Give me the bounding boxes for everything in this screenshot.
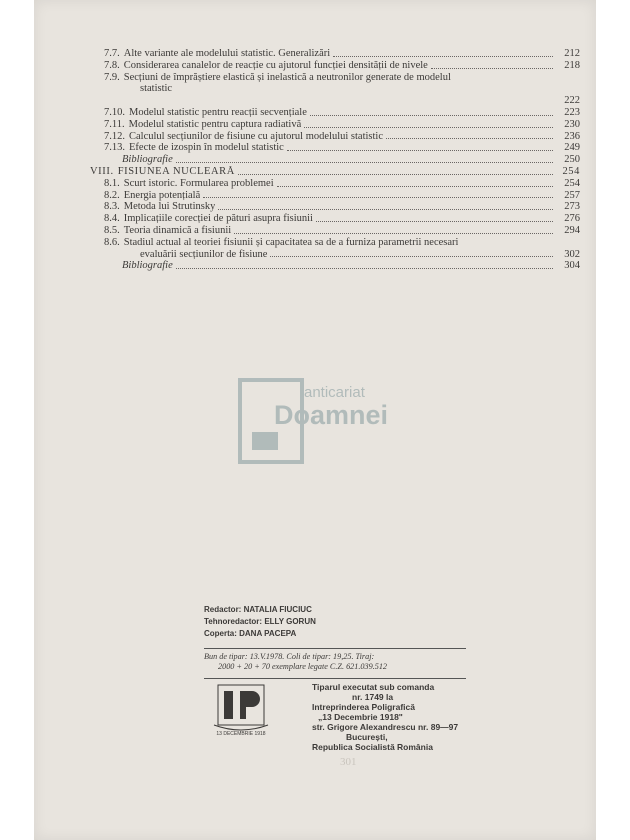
toc-entry: 8.6. Stadiul actual al teoriei fisiunii și capacitatea sa de a furniza parametrii necesari: [104, 236, 459, 248]
toc-entry-continued: evaluării secțiunilor de fisiune 302: [140, 248, 580, 260]
printing-house-block: [204, 678, 466, 752]
credit-cover: Coperta: DANA PACEPA: [204, 629, 297, 638]
toc-entry: 8.1. Scurt istoric. Formularea problemei 254: [104, 177, 580, 189]
toc-entry: 7.12. Calculul secțiunilor de fisiune cu ajutorul modelului statistic 236: [104, 130, 580, 142]
printing-house-address: Tiparul executat sub comanda nr. 1749 la Intreprinderea Poligrafică „13 Decembrie 1918" str. Grigore Alexandrescu nr. 89—97 București, Republica Socialistă România: [312, 682, 459, 752]
toc-bibliography: Bibliografie 250: [122, 154, 580, 166]
toc-entry: 7.11. Modelul statistic pentru captura radiativă 230: [104, 118, 580, 130]
svg-text:13 DECEMBRIE 1918: 13 DECEMBRIE 1918: [216, 731, 266, 737]
toc-entry: 8.4. Implicațiile corecției de pături asupra fisiunii 276: [104, 213, 580, 225]
table-of-contents: [90, 48, 580, 272]
toc-entry-page-line: 222: [564, 95, 580, 107]
toc-entry: 8.5. Teoria dinamică a fisiunii 294: [104, 224, 580, 236]
watermark-line1: anticariat: [304, 384, 365, 401]
toc-entry: 7.9. Secțiuni de împrăștiere elastică și inelastică a neutronilor generate de modelul: [104, 71, 451, 83]
printing-house-logo-icon: [210, 683, 272, 737]
print-info-line2: 2000 + 20 + 70 exemplare legate C.Z. 621.039.512: [218, 662, 388, 671]
watermark-logo: [234, 378, 434, 458]
credit-typesetter: Tehnoredactor: ELLY GORUN: [204, 617, 316, 626]
toc-entry-continued: statistic: [140, 83, 173, 95]
book-page: [34, 0, 596, 840]
toc-entry: 7.8. Considerarea canalelor de reacție cu ajutorul funcției densității de nivele 218: [104, 59, 580, 71]
toc-entry: 7.7. Alte variante ale modelului statistic. Generalizări 212: [104, 48, 580, 59]
toc-entry: 8.3. Metoda lui Strutinsky 273: [104, 201, 580, 213]
toc-entry: 7.13. Efecte de izospin în modelul statistic 249: [104, 142, 580, 154]
print-info: [204, 648, 466, 672]
credits-block: [204, 604, 504, 640]
toc-entry: 8.2. Energia potențială 257: [104, 189, 580, 201]
watermark-line2: Doamnei: [274, 400, 389, 430]
credit-editor: Redactor: NATALIA FIUCIUC: [204, 605, 312, 614]
toc-entry: 7.10. Modelul statistic pentru reacții secvențiale 223: [104, 106, 580, 118]
toc-bibliography: Bibliografie 304: [122, 260, 580, 272]
print-info-line1: Bun de tipar: 13.V.1978. Coli de tipar: 19,25. Tiraj:: [204, 652, 375, 661]
page-number-faint: 301: [340, 756, 357, 768]
book-icon: [252, 432, 278, 450]
toc-chapter: VIII. FISIUNEA NUCLEARĂ 254: [90, 165, 580, 177]
